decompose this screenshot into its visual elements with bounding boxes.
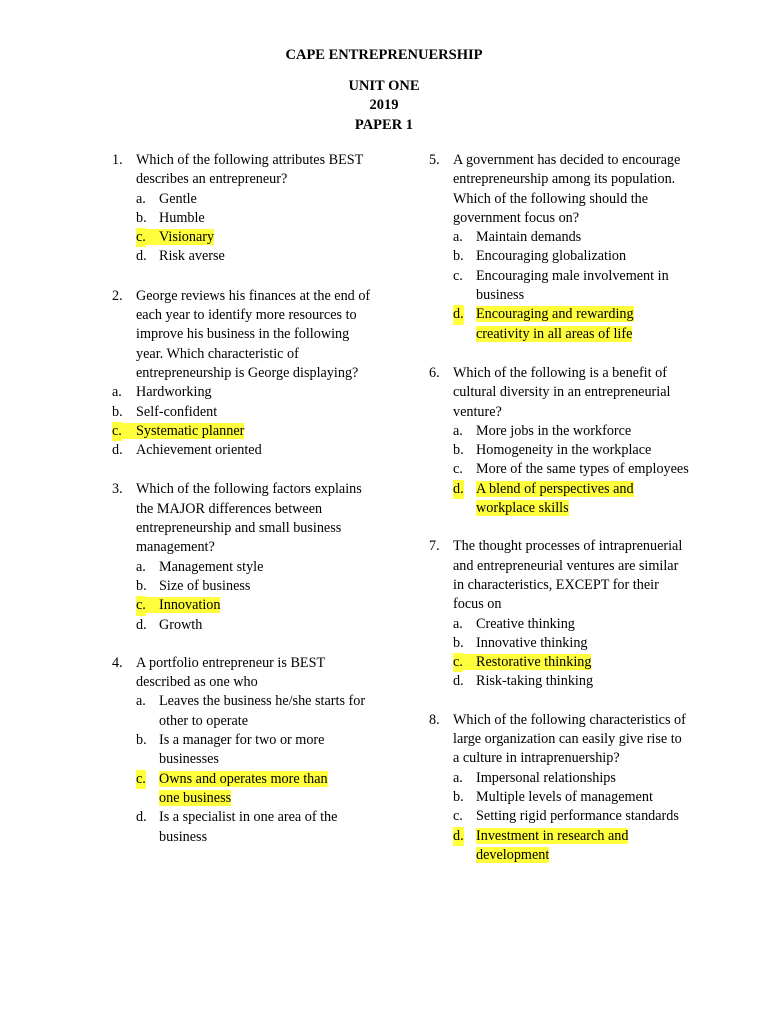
option-label: b. <box>112 403 123 420</box>
option-c-answer <box>136 770 372 809</box>
option-list <box>136 190 372 267</box>
option-label: a. <box>112 384 122 401</box>
option-b <box>136 209 372 228</box>
option-label: b. <box>453 788 464 805</box>
option-text: Encouraging male involvement in business <box>476 267 669 304</box>
option-d-answer <box>453 827 689 866</box>
option-text: Management style <box>159 558 264 575</box>
option-label: d. <box>453 305 464 324</box>
option-label: c. <box>136 596 146 615</box>
option-list <box>136 558 372 635</box>
option-a <box>136 558 372 577</box>
option-text-highlighted: Restorative thinking <box>453 654 591 670</box>
question-stem: Which of the following is a benefit of cultural diversity in an entrepreneurial venture? <box>453 364 671 420</box>
option-text-highlighted: A blend of perspectives and workplace skills <box>476 480 634 517</box>
option-text: Impersonal relationships <box>476 769 616 786</box>
option-label: b. <box>453 442 464 459</box>
option-text: Humble <box>159 209 205 226</box>
option-text: Setting rigid performance standards <box>476 808 679 825</box>
option-a <box>136 692 372 731</box>
option-c <box>453 460 689 479</box>
option-d <box>112 441 372 460</box>
option-label: c. <box>453 653 463 672</box>
option-text: Innovative thinking <box>476 634 588 651</box>
question-stem: The thought processes of intraprenuerial and entrepreneurial ventures are similar in characteristics, EXCEPT for their focus on <box>453 538 683 613</box>
option-label: c. <box>136 770 146 789</box>
option-text-highlighted: Systematic planner <box>112 423 244 439</box>
option-text: Leaves the business he/she starts for other to operate <box>159 693 366 729</box>
option-b <box>453 788 689 807</box>
option-list <box>453 615 689 692</box>
option-label: d. <box>453 480 464 499</box>
option-label: c. <box>453 461 463 478</box>
option-text: Growth <box>159 616 203 633</box>
option-label: b. <box>136 577 147 594</box>
option-label: a. <box>453 229 463 246</box>
option-c <box>453 807 689 826</box>
document-title: CAPE ENTREPRENUERSHIP <box>285 47 483 63</box>
option-text: More jobs in the workforce <box>476 422 632 439</box>
option-list <box>453 769 689 865</box>
option-label: a. <box>136 558 146 575</box>
question-number: 8. <box>429 711 440 728</box>
right-column <box>429 151 689 865</box>
option-a <box>453 615 689 634</box>
option-text: Encouraging globalization <box>476 248 627 265</box>
option-d-answer <box>453 305 689 344</box>
option-a <box>136 190 372 209</box>
unit-label: UNIT ONE <box>348 78 420 94</box>
option-label: b. <box>453 248 464 265</box>
option-b <box>136 731 372 770</box>
option-text: Homogeneity in the workplace <box>476 442 652 459</box>
option-label: c. <box>112 422 122 441</box>
option-text: Is a specialist in one area of the business <box>159 809 338 845</box>
option-b <box>453 634 689 653</box>
option-label: a. <box>453 615 463 632</box>
option-b <box>112 403 372 422</box>
question-7 <box>429 537 689 691</box>
question-1 <box>112 151 372 267</box>
option-label: a. <box>453 769 463 786</box>
option-list <box>136 692 372 846</box>
option-a <box>453 228 689 247</box>
option-label: d. <box>453 673 464 690</box>
option-text-highlighted: Encouraging and rewarding creativity in all areas of life <box>476 306 634 342</box>
option-text: Risk-taking thinking <box>476 673 594 690</box>
option-b <box>136 577 372 596</box>
option-a <box>453 422 689 441</box>
option-c-answer <box>136 228 372 247</box>
option-text: Is a manager for two or more businesses <box>159 732 325 768</box>
option-d <box>136 808 372 847</box>
question-number: 5. <box>429 152 440 168</box>
option-label: c. <box>136 228 146 247</box>
question-8 <box>429 711 689 865</box>
question-number: 6. <box>429 364 440 381</box>
question-number: 7. <box>429 538 440 555</box>
question-stem: George reviews his finances at the end of each year to identify more resources to improve his business in the following year. Which characteristic of entrepreneurship is George displaying? <box>136 287 371 381</box>
option-label: d. <box>112 442 123 459</box>
option-text: Maintain demands <box>476 229 582 246</box>
option-label: a. <box>453 422 463 439</box>
option-d <box>136 616 372 635</box>
option-text: Achievement oriented <box>136 442 262 459</box>
option-text: Gentle <box>159 190 197 207</box>
option-b <box>453 247 689 266</box>
question-stem: Which of the following attributes BEST describes an entrepreneur? <box>136 152 364 188</box>
option-c-answer <box>453 653 689 672</box>
option-text: Size of business <box>159 577 251 594</box>
option-text: Risk averse <box>159 248 225 265</box>
question-number: 3. <box>112 481 123 498</box>
paper-label: PAPER 1 <box>354 117 414 133</box>
option-label: b. <box>136 732 147 749</box>
option-d <box>453 672 689 691</box>
option-label: b. <box>136 209 147 226</box>
question-number: 4. <box>112 654 123 671</box>
question-stem: Which of the following factors explains the MAJOR differences between entrepreneurship and small business management? <box>136 481 362 556</box>
option-label: d. <box>453 827 464 846</box>
question-6 <box>429 364 689 518</box>
option-c-answer <box>136 596 372 615</box>
question-4 <box>112 654 372 847</box>
option-list <box>453 228 689 344</box>
option-text: Creative thinking <box>476 615 575 632</box>
option-list <box>112 383 372 460</box>
question-number: 1. <box>112 152 123 168</box>
option-d-answer <box>453 480 689 519</box>
option-text-highlighted: Visionary <box>136 229 214 245</box>
option-label: c. <box>453 808 463 825</box>
option-label: c. <box>453 267 463 284</box>
option-d <box>136 247 372 266</box>
year-label: 2019 <box>369 97 399 113</box>
option-text: Multiple levels of management <box>476 788 653 805</box>
option-label: b. <box>453 634 464 651</box>
question-stem: A government has decided to encourage entrepreneurship among its population. Which of the following should the government focus on? <box>453 152 681 226</box>
option-a <box>453 769 689 788</box>
option-text: More of the same types of employees <box>476 461 689 478</box>
option-c-answer <box>112 422 372 441</box>
option-label: d. <box>136 616 147 633</box>
option-label: a. <box>136 190 146 207</box>
question-2 <box>112 287 372 461</box>
option-b <box>453 441 689 460</box>
option-label: d. <box>136 809 147 826</box>
option-a <box>112 383 372 402</box>
option-text-highlighted: Innovation <box>136 597 220 613</box>
option-label: d. <box>136 248 147 265</box>
option-text-highlighted: Investment in research and development <box>476 827 629 863</box>
question-number: 2. <box>112 287 123 304</box>
question-stem: Which of the following characteristics of large organization can easily give rise to a culture in intraprenuership? <box>453 711 686 767</box>
option-label: a. <box>136 693 146 710</box>
option-text-highlighted: Owns and operates more than one business <box>159 770 328 806</box>
option-text: Hardworking <box>136 384 212 401</box>
option-list <box>453 422 689 518</box>
option-text: Self-confident <box>136 403 218 420</box>
left-column <box>112 151 372 847</box>
option-c <box>453 267 689 306</box>
question-3 <box>112 480 372 634</box>
question-5 <box>429 151 689 344</box>
question-stem: A portfolio entrepreneur is BEST described as one who <box>136 654 325 691</box>
